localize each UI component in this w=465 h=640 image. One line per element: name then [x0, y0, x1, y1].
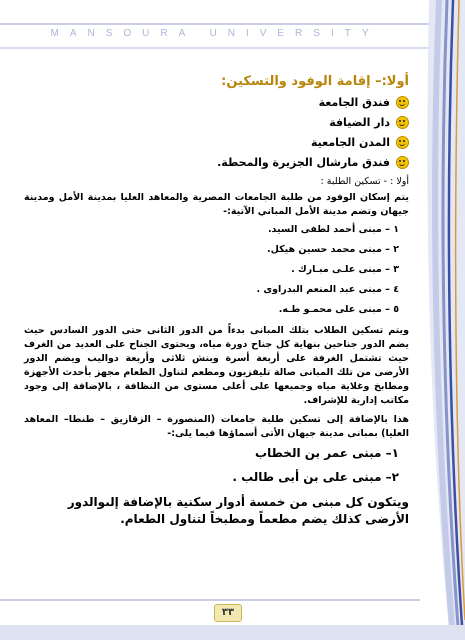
section-title: أولا:– إقامة الوفود والتسكين:	[221, 74, 409, 89]
list-item-text: فندق مارشال الجزيرة والمحطة.	[217, 156, 390, 169]
jihan-building-item: ٢– مبنى على بن أبى طالب .	[232, 470, 399, 484]
list-item-text: المدن الجامعية	[311, 136, 390, 149]
smiley-icon	[396, 96, 409, 109]
closing-paragraph: ويتكون كل مبنى من خمسة أدوار سكنية بالإضافة إلىوالدور الأرضى كذلك يضم مطعماً ومطبخاً لتناول الطعام.	[67, 495, 409, 526]
smiley-icon	[396, 136, 409, 149]
header-divider-top	[0, 23, 430, 25]
list-item	[24, 156, 409, 169]
building-item: ٢ – مبنى محمد حسين هيكل.	[267, 244, 399, 255]
list-item-text: دار الضيافة	[329, 116, 390, 129]
list-item	[24, 136, 409, 149]
university-name: MANSOURA UNIVERSITY	[50, 28, 380, 39]
list-item-text: فندق الجامعة	[318, 96, 390, 109]
accommodation-list	[24, 96, 409, 169]
list-item	[24, 116, 409, 129]
building-item: ٤ – مبنى عبد المنعم البدراوى .	[256, 284, 399, 295]
page-number: ٣٣	[214, 604, 242, 622]
document-body	[24, 70, 409, 528]
footer-band	[0, 625, 465, 640]
header-divider-bottom	[0, 47, 430, 49]
building-item: ٣ – مبنى علـى مبـارك .	[291, 264, 399, 275]
smiley-icon	[396, 156, 409, 169]
smiley-icon	[396, 116, 409, 129]
building-item: ١ – مبنى أحمد لطفى السيد.	[267, 224, 399, 235]
jihan-paragraph: هذا بالإضافة إلى تسكين طلبة جامعات (المنصورة – الزقازيق – طنطا– المعاهد العليا) بمبانى مدينة جيهان الأتى أسماؤها فيما يلى:-	[24, 414, 409, 439]
intro-paragraph: يتم إسكان الوفود من طلبة الجامعات المصرية والمعاهد العليا بمدينة الأمل ومدينة جيهان وتضم مدينة الأمل المباني الآتية:-	[24, 192, 409, 217]
subheading: أولا : - تسكين الطلبة :	[320, 176, 409, 187]
footer-divider	[0, 599, 420, 601]
buildings-list	[24, 224, 409, 315]
list-item	[24, 96, 409, 109]
jihan-building-item: ١– مبنى عمر بن الخطاب	[255, 446, 399, 460]
building-item: ٥ – مبنى على محمـو طـه.	[278, 304, 399, 315]
housing-paragraph: ويتم تسكين الطلاب بتلك المبانى بدءاً من الدور الثانى حتى الدور السادس حيث يضم الدور جناحين بنهاية كل جناح دورة مياه، ويحتوى الجناح على العديد من الغرف حيث تشتمل الغرفة على أربعة أسرة وبنش ثلاثى وأربعة دواليب ويضم الدور الأرضى من تلك المبانى صالة تليفزيون ومطعم لتناول الطعام مجهز بأحدث الأجهزة ومطابخ وغلاية مياه وجميعها على أعلى مستوى من النظافة ، بالإضافة إلى وجود مكاتب إدارية للإشراف.	[24, 325, 409, 406]
